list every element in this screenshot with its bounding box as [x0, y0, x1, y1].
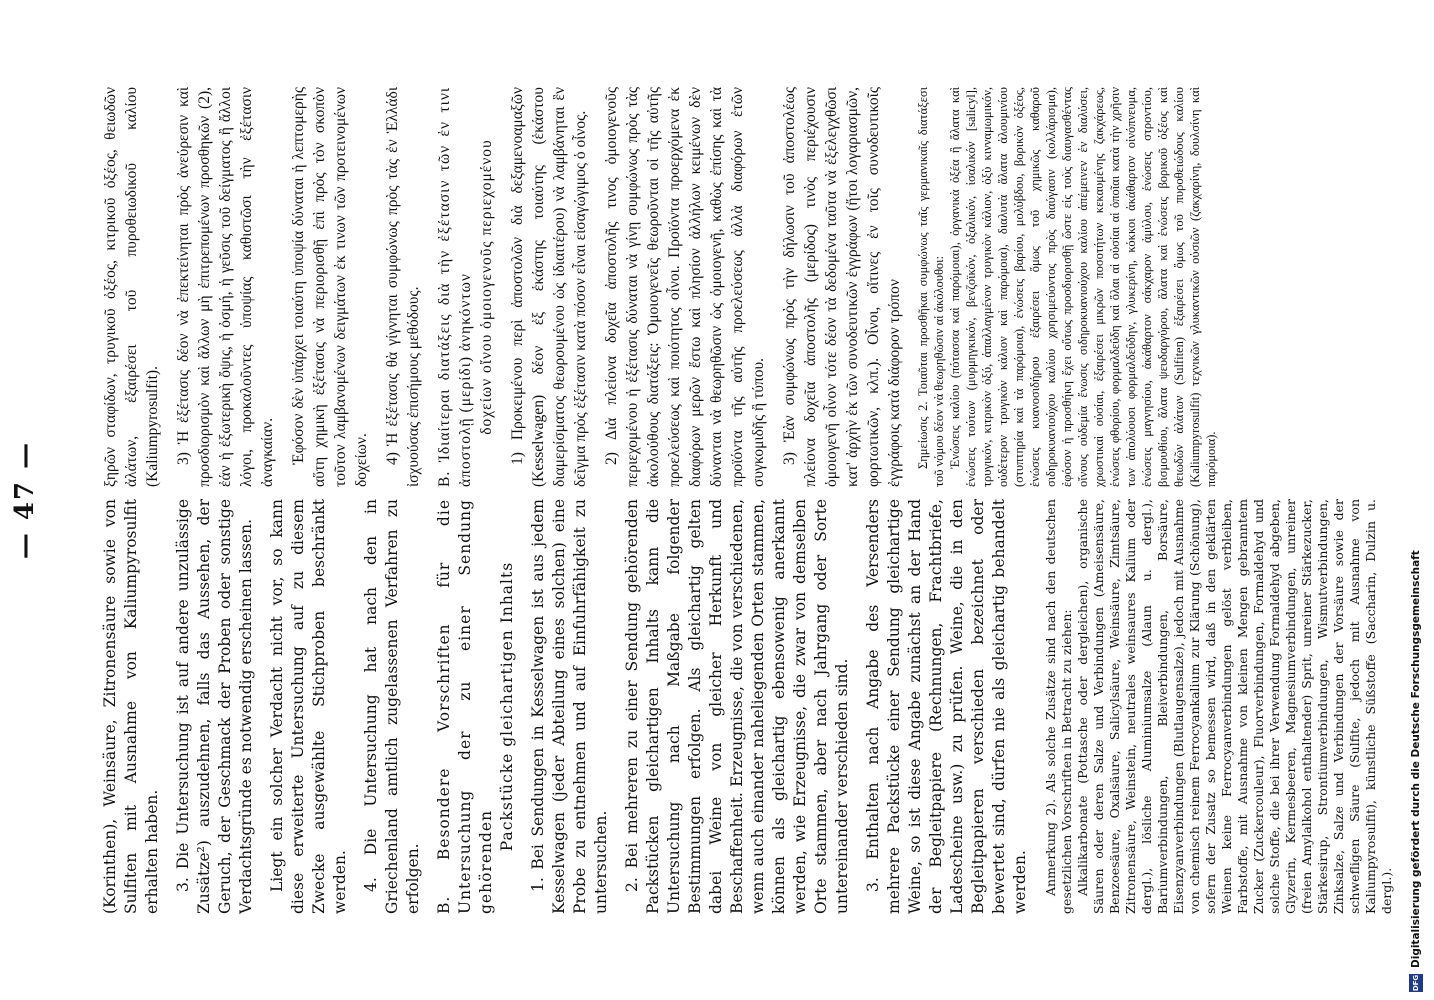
greek-footnote-text: Ἐνώσεις καλίου (πότασσα καὶ παρόμοιαι), ὀργανικὰ ὀξέα ἢ ἅλατα καὶ ἑνώσεις τούτων (μυρμηγκικόν, βενζοϊκόν, ὀξαλικόν, ἰσαλικόν [salicyl], τρυγικόν, κιτρικὸν ὀξύ, ἀπαλλαγμένον τρυγικὸν κάλιον, ὀξὺ κινναμωμικόν, οὐδέτερον τρυγικὸν κάλιον καὶ παρόμοια), διαλυτὰ ἅλατα ἀλουμινίου (στυπτηρία καὶ τὰ παρόμοια), ἑνώσεις βαρίου, μολύβδου, βορικὸν ὀξέος, ἑνώσεις κυανοσιδήρου ἐξαιρέσει ὅμως τοῦ χημικῶς καθαροῦ σιδηροκυανιούχου καλίου χρησιμεύοντος πρὸς διαύγασιν (κολλάρισμα), ἐφόσον ἡ προσθήκη ἔχει οὕτως προσδιορισθῇ ὥστε εἰς τοὺς διαυγασθέντας οἴνους οὐδεμία ἕνωσις σιδηροκυανιούχου καλίου ἀπέμεινεν ἐν διαλύσει, χρωστικαὶ οὐσίαι, ἐξαιρέσει μικρῶν ποσοτήτων κεκαυμένης ζακχάρεως, ἑνώσεις φθορίου, φορμαλδεΰδη καὶ ὅλαι αἱ οὐσίαι αἱ ὁποῖαι κατὰ τὴν χρῆσιν των ἀπολύουσι φορμαλδεΰδην, γλυκερίνη, κόκκοι ἀκάθαρτον οἰνόπνευμα, ἑνώσεις μαγνησίου, ἀκάθαρτον σάκχαρον ἀμύλου, ἑνώσεις στροντίου, βισμουθίου, ἅλατα ψευδαργύρου, ἅλατα καὶ ἑνώσεις βορικοῦ ὀξέος καὶ θειωδῶν ἀλάτων (Sulfiten) ἐξαιρέσει ὅμως τοῦ πυροθειώδους καλίου (Kaliumpyrosulfit) τεχνικῶν γλυκαντικῶν οὐσιῶν (ζακχαρίνη, δουλσίνη καὶ παρόμοια). — [948, 87, 1218, 487]
greek-paragraph-4: 4) Ἡ ἐξέτασις θὰ γίγνηται συμφώνως πρὸς τὰς ἐν Ἑλλάδι ἰσχυούσας ἐπισήμους μεθόδους. — [384, 87, 422, 487]
german-footnote-text: Alkalikarbonate (Pottasche oder dergleichen), organische Säuren oder deren Salze und Verbindungen (Ameisensäure, Benzoesäure, Oxalsäure, Salicylsäure, Weinsäure, Zimtsäure, Zitronensäure, Weinstein, neutrales weinsaures Kalium oder dergl.), lösliche Aluminiumsalze (Alaun u. dergl.), Bariumverbindungen, Bleiverbindungen, Borsäure, Eisenzyanverbindungen (Blutlaugensalze), jedoch mit Ausnahme von chemisch reinem Ferrocyankalium zur Klärung (Schönung), sofern der Zusatz so bemessen wird, daß in den geklärten Weinen keine Ferrocyanverbindungen gelöst verbleiben, Farbstoffe, mit Ausnahme von kleinen Mengen gebranntem Zucker (Zuckercouleur), Fluorverbindungen, Formaldehyd und solche Stoffe, die bei ihrer Verwendung Formaldehyd abgeben, Glyzerin, Kermesbeeren, Magnesiumverbindungen, unreiner (freien Amylalkohol enthaltender) Sprit, unreiner Stärkezucker, Stärkesirup, Strontiumverbindungen, Wismutverbindungen, Zinksalze, Salze und Verbindungen der Vorsäure sowie der schwefligen Säure (Sulfite, jedoch mit Ausnahme von Kaliumpyrosulfit), künstliche Süßstoffe (Saccharin, Dulzin u. dergl.). — [1075, 499, 1394, 914]
dfg-logo-icon: DFG — [1409, 974, 1423, 992]
greek-paragraph-b3: 3) Ἐὰν συμφώνως πρὸς τὴν δήλωσιν τοῦ ἀποστολέως πλείονα δοχεῖα ἀποστολῆς (μερίδος) τινὸς περιέχουσιν ὁμοιογενῆ οἶνον τότε δέον τὰ δεδομένα ταῦτα νὰ ἐξελεγχθῶσι κατ' ἀρχὴν ἐκ τῶν συνοδευτικῶν ἐγγράφων (ἤτοι λογαριασμῶν, φορτωτικῶν, κλπ.). Οἶνοι, οἵτινες ἐν τοῖς συνοδευτικοῖς ἐγγράφοις κατὰ διάφορον τρόπον — [781, 87, 903, 487]
greek-footnote-title: Σημείωσις 2. Τοιαῦται προσθῆκαι συμφώνως ταῖς γερμανικαῖς διατάξεσι τοῦ νόμου δέον νὰ θεωρηθῶσιν αἱ ἀκόλουθοι: — [916, 87, 946, 487]
german-paragraph-3: 3. Die Untersuchung ist auf andere unzulässige Zusätze²) auszudehnen, falls das Aussehen, der Geruch, der Geschmack der Proben oder sonstige Verdachtsgründe es notwendig erscheinen lassen. — [174, 499, 255, 914]
german-paragraph-3b: Liegt ein solcher Verdacht nicht vor, so kann diese erweiterte Untersuchung auf zu diesem Zwecke ausgewählte Stichproben beschränkt werden. — [268, 499, 349, 914]
greek-paragraph-b1: 1) Προκειμένου περὶ ἀποστολῶν διὰ δεξαμενοαμαξῶν (Kesselwagen) δέον ἐξ ἑκάστης τοιαύτης (ἑκάστου διαμερίσματος θεωρουμένου ὡς ἰδιαιτέρου) νὰ λαμβάνηται ἓν δεῖγμα πρὸς ἐξέτασιν κατὰ πόσον εἶναι εἰσαγώγιμος ὁ οἶνος. — [509, 87, 589, 487]
german-section-b-heading: B. Besondere Vorschriften für die Untersuchung der zu einer Sendung gehörenden Packstücke gleichartigen Inhalts — [435, 499, 516, 914]
german-column — [100, 499, 1395, 914]
german-paragraph-4: 4. Die Untersuchung hat nach den in Griechenland amtlich zugelassenen Verfahren zu erfolgen. — [362, 499, 422, 914]
credit-text: Digitalisierung gefördert durch die Deutsche Forschungsgemeinschaft — [1410, 550, 1422, 968]
greek-column — [100, 87, 1219, 487]
greek-footnote — [915, 87, 1219, 487]
greek-section-b-heading: B. Ἰδιαίτεραι διατάξεις διὰ τὴν ἐξέτασιν τῶν ἐν τινι ἀποστολῇ (μερίδι) ἀνηκόντων δοχείων οἴνου ὁμοιογενοῦς περιεχομένου — [436, 87, 495, 487]
greek-paragraph-3b: Ἐφόσον δὲν ὑπάρχει τοιαύτη ὑποψία δύναται ἡ λεπτομερὴς αὕτη χημικὴ ἐξέτασις νὰ περιορισθῇ ἐπὶ πρὸς τὸν σκοπὸν τοῦτον λαμβανομένων δειγμάτων ἐκ τινων τῶν προτεινομένων δοχείων. — [290, 87, 370, 487]
german-paragraph-b3: 3. Enthalten nach Angabe des Versenders mehrere Packstücke einer Sendung gleichartige Weine, so ist diese Angabe zunächst an der Hand der Begleitpapiere (Rechnungen, Frachtbriefe, Ladescheine usw.) zu prüfen. Weine, die in den Begleitpapieren verschieden bezeichnet oder bewertet sind, dürfen nie als gleichartig behandelt werden. — [864, 499, 1029, 914]
digitization-credit — [1404, 0, 1428, 1000]
german-paragraph-b2: 2. Bei mehreren zu einer Sendung gehörenden Packstücken gleichartigen Inhalts kann die Untersuchung nach Maßgabe folgender Bestimmungen erfolgen. Als gleichartig gelten dabei Weine von gleicher Herkunft und Beschaffenheit. Erzeugnisse, die von verschiedenen, wenn auch einander naheliegenden Orten stammen, können als gleichartig ebensowenig anerkannt werden, wie Erzeugnisse, die zwar von demselben Orte stammen, aber nach Jahrgang oder Sorte untereinander verschieden sind. — [623, 499, 851, 914]
greek-paragraph-3: 3) Ἡ ἐξέτασις δέον νὰ ἐπεκτείνηται πρὸς ἀνεύρεσιν καὶ προσδιορισμὸν καὶ ἄλλων μὴ ἐπιτρεπομένων προσθηκῶν (2), ἐάν ἡ ἐξωτερικὴ ὄψις, ἡ ὀσμή, ἡ γεῦσις τοῦ δείγματος ἢ ἄλλοι λόγοι, προκαλοῦντες ὑποψίας καθιστῶσι τὴν ἐξέτασιν ἀναγκαίαν. — [175, 87, 276, 487]
german-paragraph-b1: 1. Bei Sendungen in Kesselwagen ist aus jedem Kesselwagen (jeder Abteilung eines solchen) eine Probe zu entnehmen und auf Einfuhrfähigkeit zu untersuchen. — [529, 499, 610, 914]
greek-continuation: ξηρῶν σταφίδων, τρυγικοῦ ὀξέος, κιτρικοῦ ὀξέος, θειωδῶν ἀλάτων, ἐξαιρέσει τοῦ πυροθειωδικοῦ καλίου (Kaliumpyrosulfit). — [102, 87, 161, 487]
page-number: — 47 — — [10, 440, 40, 560]
german-continuation: (Korinthen), Weinsäure, Zitronensäure sowie von Sulfiten mit Ausnahme von Kaliumpyrosulfit erhalten haben. — [101, 499, 161, 914]
german-footnote — [1043, 499, 1395, 914]
german-footnote-title: Anmerkung 2). Als solche Zusätze sind nach den deutschen gesetzlichen Vorschriften in Betracht zu ziehen: — [1043, 499, 1074, 914]
greek-paragraph-b2: 2) Διὰ πλείονα δοχεῖα ἀποστολῆς τινος ὁμοιογενοῦς περιεχομένου ἡ ἐξέτασις δύναται νὰ γίνῃ συμφώνως πρὸς τὰς ἀκολούθους διατάξεις: Ὁμοιογενεῖς θεωροῦνται οἱ τῆς αὐτῆς προελεύσεως καὶ ποιότητος οἶνοι. Προϊόντα προερχόμενα ἐκ διαφόρων μερῶν ἔστω καὶ πλησίον ἀλλήλων κειμένων δὲν δύνανται νὰ θεωρηθῶσιν ὡς ὁμοιογενῆ, καθὼς ἐπίσης καὶ τὰ προϊόντα τῆς αὐτῆς προελεύσεως ἀλλὰ διαφόρων ἐτῶν συγκομιδῆς ἢ τύπου. — [603, 87, 767, 487]
